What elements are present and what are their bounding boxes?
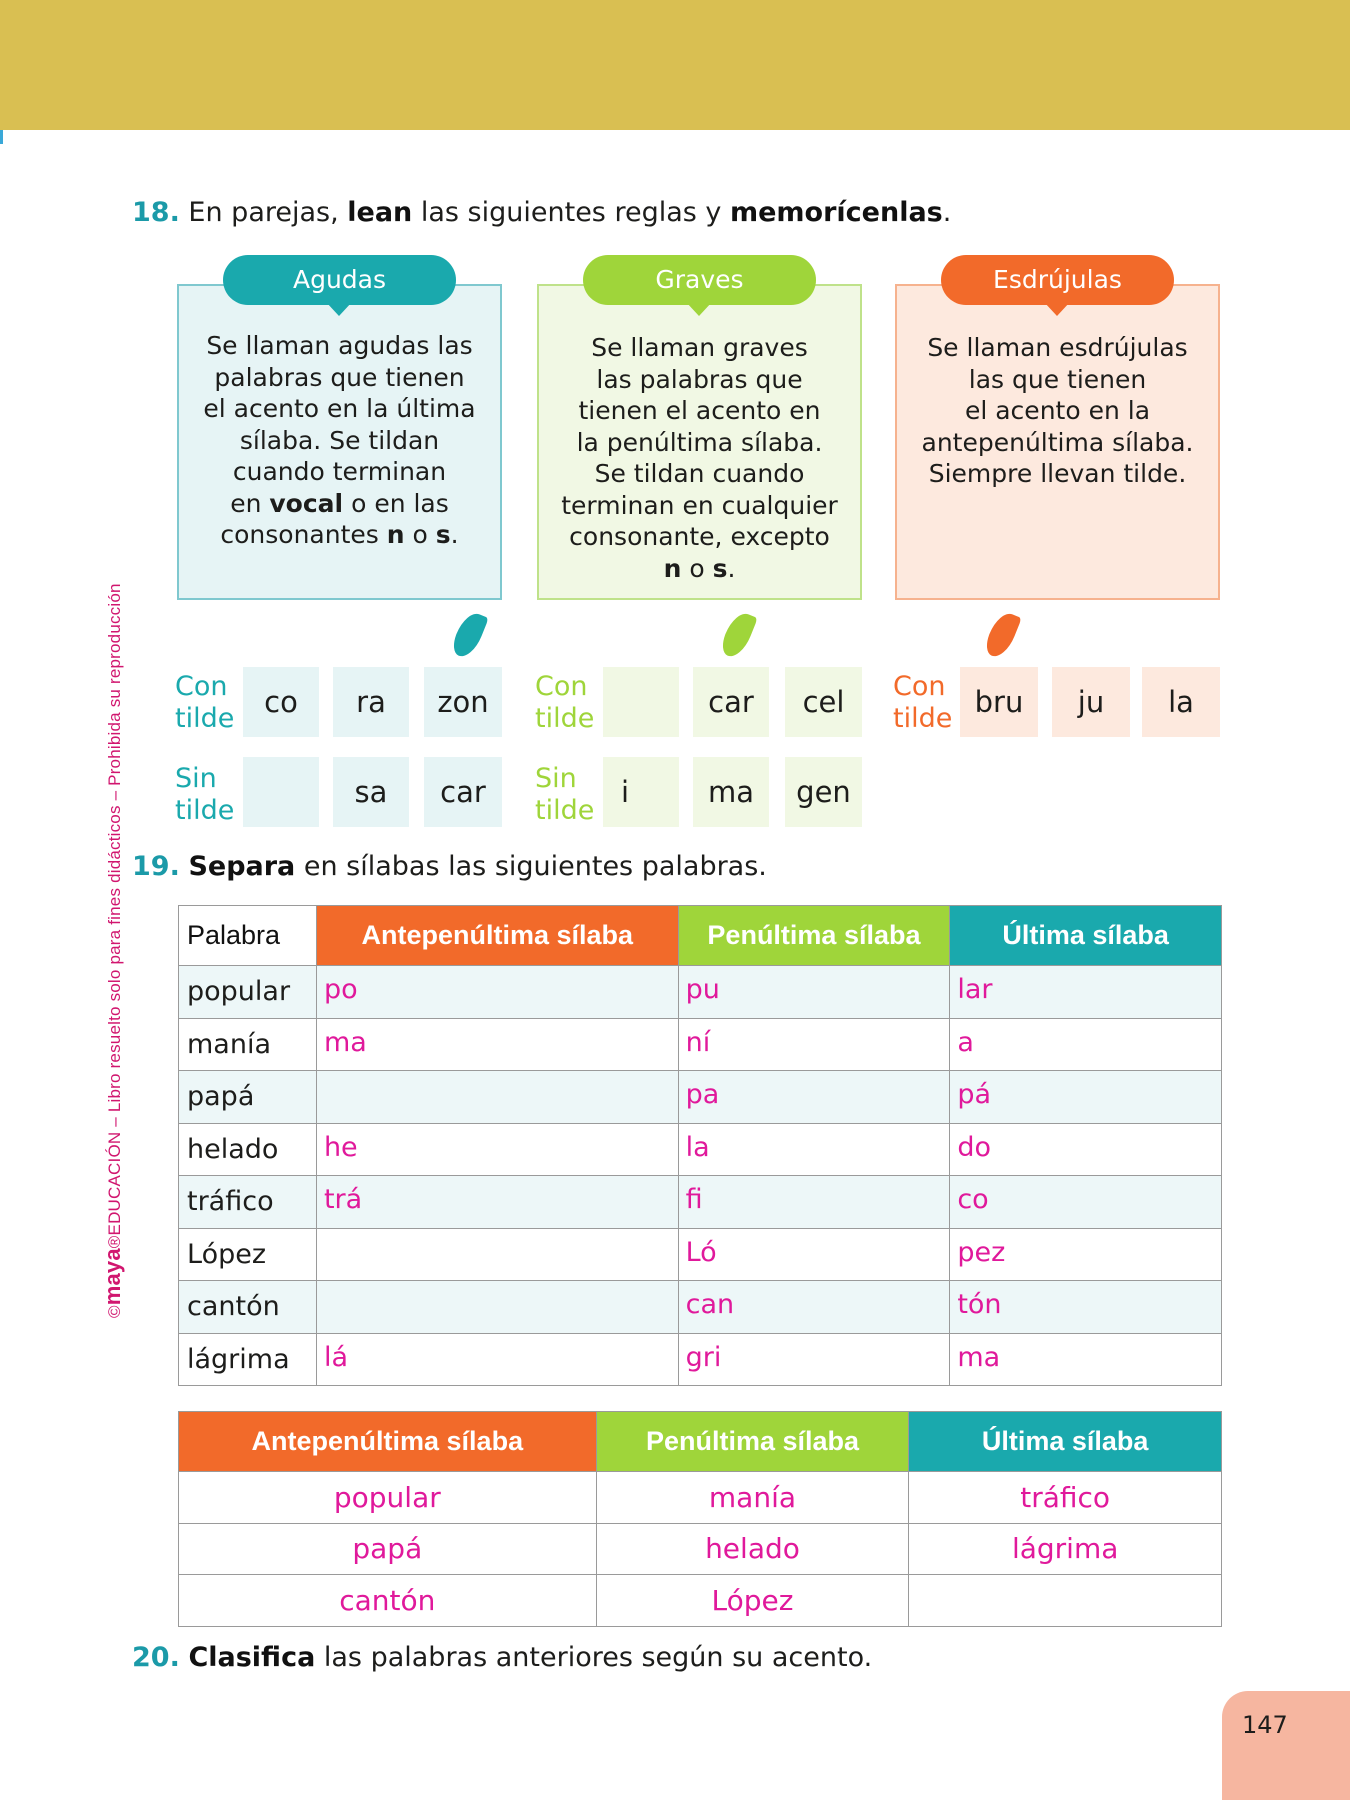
- top-edge-mark: [0, 130, 3, 144]
- word-cell: López: [179, 1228, 317, 1281]
- answer-cell: gri: [678, 1333, 950, 1386]
- question-19: 19. Separa en sílabas las siguientes palabras.: [132, 851, 767, 882]
- accent-drop-icon: [982, 609, 1021, 661]
- classification-table: [178, 1411, 1222, 1627]
- answer-cell: [909, 1575, 1222, 1627]
- label-con-tilde: Con tilde: [175, 671, 235, 734]
- answer-cell: tón: [950, 1281, 1222, 1334]
- syllable-cell: la: [1142, 667, 1220, 737]
- word-cell: lágrima: [179, 1333, 317, 1386]
- syllable-cell: car: [424, 757, 502, 827]
- question-20: 20. Clasifica las palabras anteriores según su acento.: [132, 1642, 873, 1673]
- table-row: [179, 1575, 1222, 1627]
- word-cell: manía: [179, 1018, 317, 1071]
- header-ultima: Última sílaba: [950, 906, 1222, 966]
- syllable-cell: ra: [333, 667, 409, 737]
- table-row: [179, 966, 1222, 1019]
- answer-cell: can: [678, 1281, 950, 1334]
- answer-cell: Ló: [678, 1228, 950, 1281]
- rule-text-agudas: Se llaman agudas las palabras que tienen el acento en la última sílaba. Se tildan cuando terminan en vocal o en las consonantes n o s.: [203, 331, 476, 549]
- header-ultima: Última sílaba: [909, 1412, 1222, 1472]
- answer-cell: manía: [596, 1472, 909, 1524]
- label-con-tilde: Con tilde: [893, 671, 953, 734]
- syllable-cell: ma: [693, 757, 769, 827]
- answer-cell: pu: [678, 966, 950, 1019]
- answer-cell: co: [950, 1176, 1222, 1229]
- answer-cell: la: [678, 1123, 950, 1176]
- word-cell: cantón: [179, 1281, 317, 1334]
- word-cell: papá: [179, 1071, 317, 1124]
- syllable-cell: zon: [424, 667, 502, 737]
- rule-box-agudas: [177, 284, 502, 600]
- answer-cell: fi: [678, 1176, 950, 1229]
- rule-box-esdrujulas: [895, 284, 1220, 600]
- answer-cell: ma: [950, 1333, 1222, 1386]
- word-cell: helado: [179, 1123, 317, 1176]
- pill-tip-agudas: [326, 302, 352, 316]
- top-color-band: [0, 0, 1350, 130]
- header-penultima: Penúltima sílaba: [596, 1412, 909, 1472]
- answer-cell: pa: [678, 1071, 950, 1124]
- page-number: 147: [1242, 1711, 1288, 1739]
- answer-cell: lágrima: [909, 1523, 1222, 1575]
- table-row: [179, 1472, 1222, 1524]
- page-number-tab: [1222, 1691, 1350, 1800]
- table-row: [179, 1281, 1222, 1334]
- answer-cell: do: [950, 1123, 1222, 1176]
- rule-box-graves: [537, 284, 862, 600]
- answer-cell: [316, 1071, 678, 1124]
- syllable-cell: bru: [960, 667, 1038, 737]
- syllable-cell: sa: [333, 757, 409, 827]
- answer-cell: tráfico: [909, 1472, 1222, 1524]
- answer-cell: po: [316, 966, 678, 1019]
- answer-cell: cantón: [179, 1575, 597, 1627]
- pill-tip-graves: [686, 302, 712, 316]
- syllable-cell: co: [243, 667, 319, 737]
- syllable-cell: cel: [785, 667, 862, 737]
- rule-text-graves: Se llaman graves las palabras que tienen el acento en la penúltima sílaba. Se tildan cuando terminan en cualquier consonante, excepto n o s.: [561, 333, 838, 583]
- pill-agudas: Agudas: [223, 255, 456, 305]
- table-header-row: [179, 1412, 1222, 1472]
- answer-cell: ní: [678, 1018, 950, 1071]
- header-antepenultima: Antepenúltima sílaba: [179, 1412, 597, 1472]
- label-con-tilde: Con tilde: [535, 671, 595, 734]
- answer-cell: pez: [950, 1228, 1222, 1281]
- pill-esdrujulas: Esdrújulas: [941, 255, 1174, 305]
- syllable-cell: gen: [785, 757, 862, 827]
- rule-text-esdrujulas: Se llaman esdrújulas las que tienen el acento en la antepenúltima sílaba. Siempre llevan tilde.: [921, 333, 1194, 488]
- label-sin-tilde: Sin tilde: [535, 763, 595, 826]
- word-cell: popular: [179, 966, 317, 1019]
- pill-graves: Graves: [583, 255, 816, 305]
- answer-cell: pá: [950, 1071, 1222, 1124]
- answer-cell: lar: [950, 966, 1222, 1019]
- side-copyright-note: ©maya®EDUCACIÓN – Libro resuelto solo para fines didácticos – Prohibida su reproducción: [100, 583, 125, 1318]
- table-row: [179, 1071, 1222, 1124]
- label-sin-tilde: Sin tilde: [175, 763, 235, 826]
- table-row: [179, 1018, 1222, 1071]
- syllable-cell: ju: [1052, 667, 1130, 737]
- answer-cell: [316, 1228, 678, 1281]
- syllable-cell: [243, 757, 319, 827]
- pill-tip-esdrujulas: [1044, 302, 1070, 316]
- header-palabra: Palabra: [179, 906, 317, 966]
- table-header-row: [179, 906, 1222, 966]
- accent-drop-icon: [718, 609, 757, 661]
- syllable-cell: i: [603, 757, 679, 827]
- table-row: [179, 1333, 1222, 1386]
- word-cell: tráfico: [179, 1176, 317, 1229]
- answer-cell: trá: [316, 1176, 678, 1229]
- table-row: [179, 1176, 1222, 1229]
- accent-drop-icon: [449, 609, 488, 661]
- syllable-cell: [603, 667, 679, 737]
- answer-cell: a: [950, 1018, 1222, 1071]
- question-18: 18. En parejas, lean las siguientes reglas y memorícenlas.: [132, 197, 952, 228]
- answer-cell: ma: [316, 1018, 678, 1071]
- syllable-table: [178, 905, 1222, 1386]
- table-row: [179, 1523, 1222, 1575]
- answer-cell: helado: [596, 1523, 909, 1575]
- answer-cell: López: [596, 1575, 909, 1627]
- answer-cell: papá: [179, 1523, 597, 1575]
- answer-cell: he: [316, 1123, 678, 1176]
- answer-cell: popular: [179, 1472, 597, 1524]
- syllable-cell: car: [693, 667, 769, 737]
- answer-cell: [316, 1281, 678, 1334]
- answer-cell: lá: [316, 1333, 678, 1386]
- table-row: [179, 1123, 1222, 1176]
- header-antepenultima: Antepenúltima sílaba: [316, 906, 678, 966]
- table-row: [179, 1228, 1222, 1281]
- header-penultima: Penúltima sílaba: [678, 906, 950, 966]
